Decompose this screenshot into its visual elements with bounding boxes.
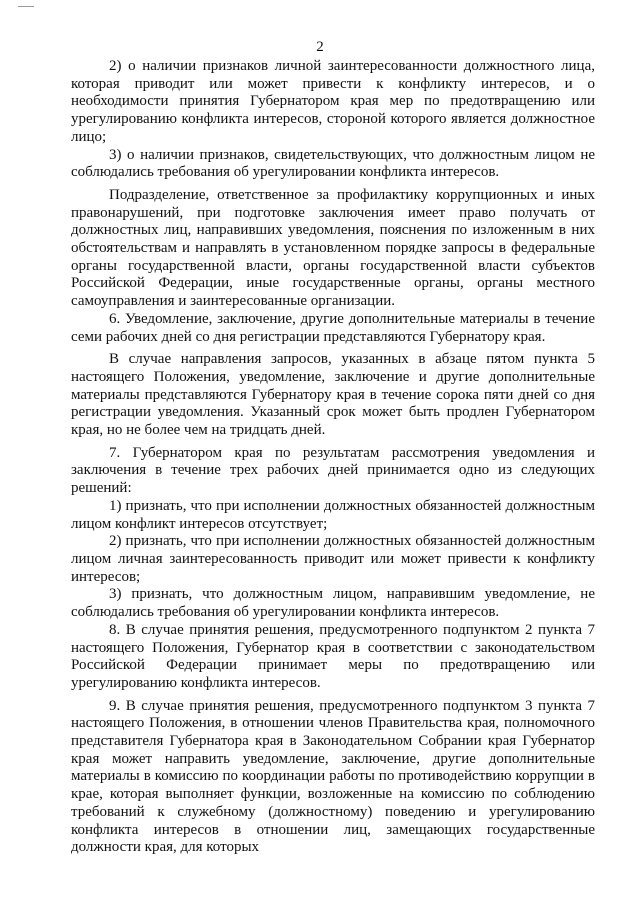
paragraph-item-7-decision-2: 2) признать, что при исполнении должностных обязанностей должностным лицом личная заинтересованность приводит или может привести к конфликту интересов; (71, 533, 595, 585)
paragraph-item-7: 7. Губернатором края по результатам рассмотрения уведомления и заключения в течение трех рабочих дней принимается одно из следующих решений: (71, 444, 595, 497)
paragraph-division-rights: Подразделение, ответственное за профилактику коррупционных и иных правонарушений, при подготовке заключения имеет право получать от должностных лиц, направивших уведомления, пояснения по изложенным в них обстоятельствам и направлять в установленном порядке запросы в федеральные органы государственной власти, органы государственной власти субъектов Российской Федерации, иные государственные органы, органы местного самоуправления и заинтересованные организации. (71, 186, 595, 310)
scan-artifact (18, 0, 34, 7)
paragraph-item-6: 6. Уведомление, заключение, другие дополнительные материалы в течение семи рабочих дней со дня регистрации представляются Губернатору края. (71, 310, 595, 345)
paragraph-requests-deadline: В случае направления запросов, указанных в абзаце пятом пункта 5 настоящего Положения, уведомление, заключение и другие дополнительные материалы представляются Губернатору края в течение сорока пяти дней со дня регистрации уведомления. Указанный срок может быть продлен Губернатором края, но не более чем на тридцать дней. (71, 351, 595, 439)
paragraph-item-8: 8. В случае принятия решения, предусмотренного подпунктом 2 пункта 7 настоящего Положения, Губернатор края в соответствии с законодательством Российской Федерации принимает меры по предотвращению или урегулированию конфликта интересов. (71, 621, 595, 691)
paragraph-2-subitem-2: 2) о наличии признаков личной заинтересованности должностного лица, которая приводит или может привести к конфликту интересов, и о необходимости принятия Губернатором края мер по предотвращению или урегулированию конфликта интересов, стороной которого является должностное лицо; (71, 58, 595, 145)
paragraph-item-7-decision-3: 3) признать, что должностным лицом, направившим уведомление, не соблюдались требования об урегулировании конфликта интересов. (71, 586, 595, 621)
paragraph-item-7-decision-1: 1) признать, что при исполнении должностных обязанностей должностным лицом конфликт интересов отсутствует; (71, 497, 595, 532)
page-number: 2 (316, 39, 324, 55)
paragraph-2-subitem-3: 3) о наличии признаков, свидетельствующих, что должностным лицом не соблюдались требования об урегулировании конфликта интересов. (71, 146, 595, 181)
document-body (71, 58, 595, 857)
paragraph-item-9: 9. В случае принятия решения, предусмотренного подпунктом 3 пункта 7 настоящего Положения, в отношении членов Правительства края, полномочного представителя Губернатора края в Законодательном Собрании края Губернатор края может направить уведомление, заключение, другие дополнительные материалы в комиссию по координации работы по противодействию коррупции в крае, которая выполняет функции, возложенные на комиссию по соблюдению требований к служебному (должностному) поведению и урегулированию конфликта интересов в отношении лиц, замещающих государственные должности края, для которых (71, 697, 595, 856)
